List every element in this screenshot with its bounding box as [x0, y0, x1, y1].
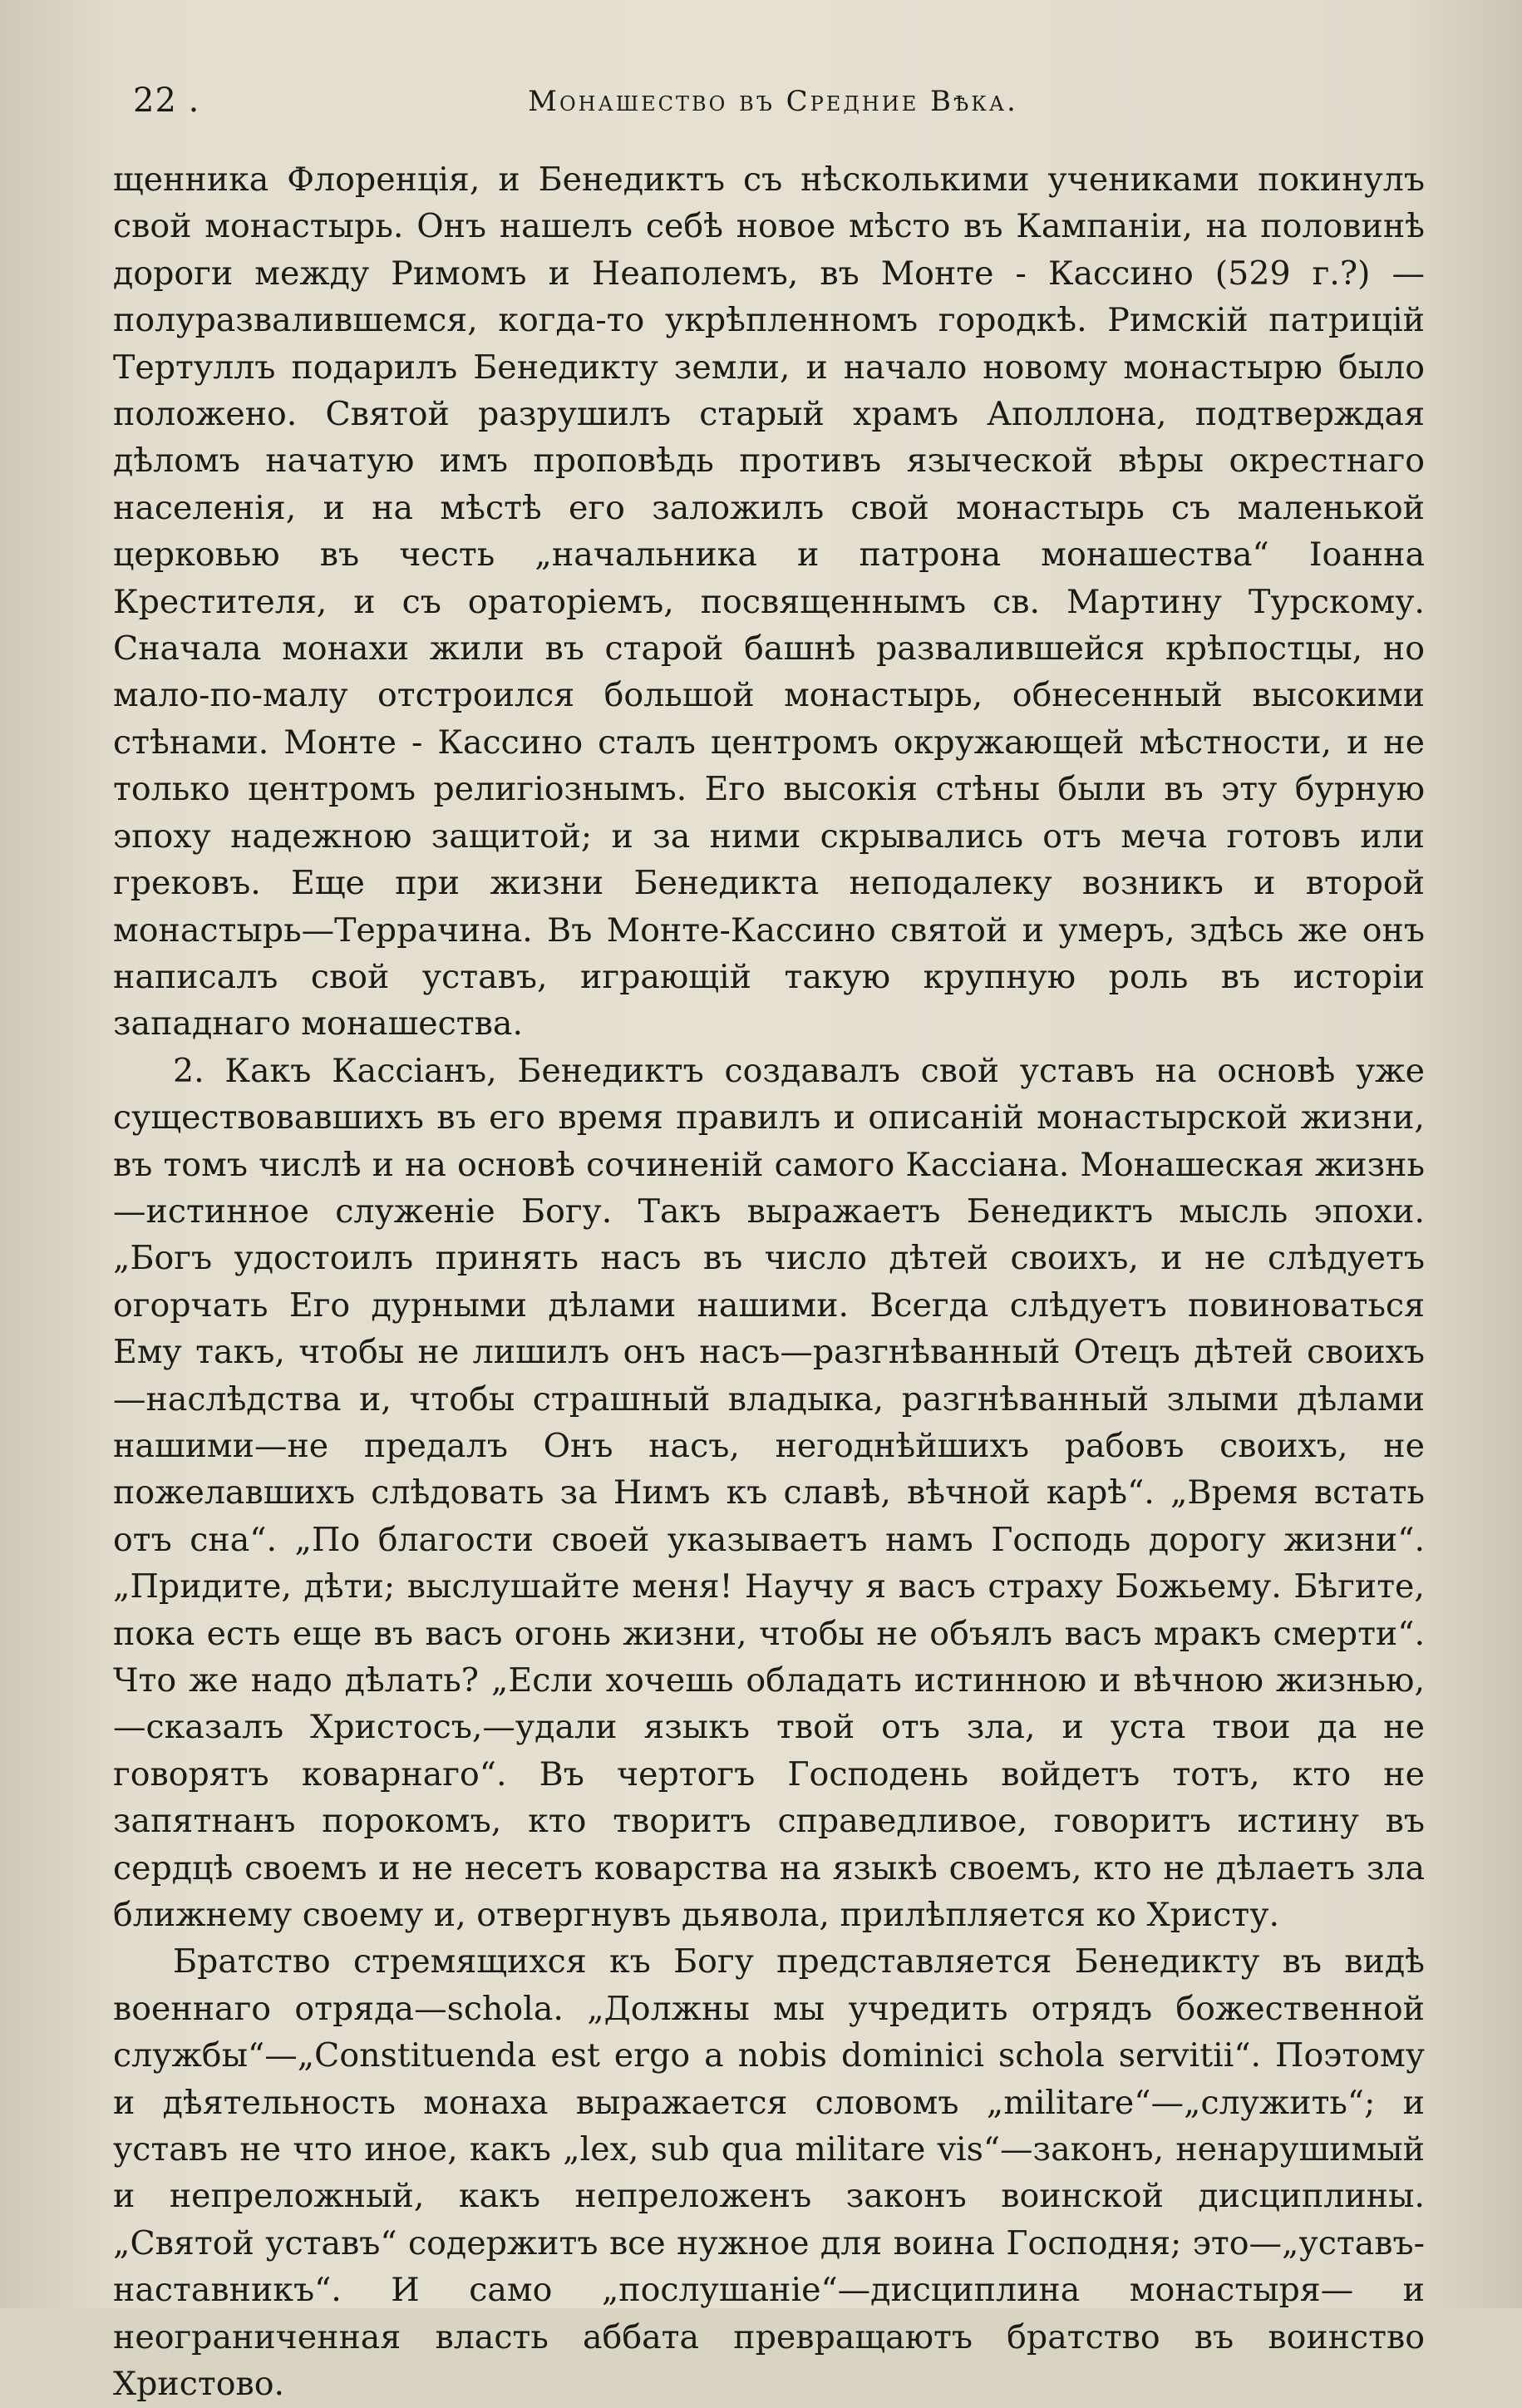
- page-number: 22 .: [133, 81, 200, 120]
- body-text: [113, 156, 1425, 2408]
- paragraph-1: щенника Флоренція, и Бенедиктъ съ нѣсколькими учениками покинулъ свой монастырь. Онъ нашелъ себѣ новое мѣсто въ Кампаніи, на половинѣ дороги между Римомъ и Неаполемъ, въ Монте - Кассино (529 г.?) — полуразвалившемся, когда-то укрѣпленномъ городкѣ. Римскій патрицій Тертуллъ подарилъ Бенедикту земли, и начало новому монастырю было положено. Святой разрушилъ старый храмъ Аполлона, подтверждая дѣломъ начатую имъ проповѣдь противъ языческой вѣры окрестнаго населенія, и на мѣстѣ его заложилъ свой монастырь съ маленькой церковью въ честь „начальника и патрона монашества“ Іоанна Крестителя, и съ ораторіемъ, посвященнымъ св. Мартину Турскому. Сначала монахи жили въ старой башнѣ развалившейся крѣпостцы, но мало-по-малу отстроился большой монастырь, обнесенный высокими стѣнами. Монте - Кассино сталъ центромъ окружающей мѣстности, и не только центромъ религіознымъ. Его высокія стѣны были въ эту бурную эпоху надежною защитой; и за ними скрывались отъ меча готовъ или грековъ. Еще при жизни Бенедикта неподалеку возникъ и второй монастырь—Террачина. Въ Монте-Кассино святой и умеръ, здѣсь же онъ написалъ свой уставъ, играющій такую крупную роль въ исторіи западнаго монашества.: [113, 160, 1425, 1044]
- running-title: Монашество въ Средние Вѣка.: [528, 85, 1018, 118]
- paragraph-3: Братство стремящихся къ Богу представляется Бенедикту въ видѣ военнаго отряда—schola. „Должны мы учредить отрядъ божественной службы“—„Constituenda est ergo a nobis dominici schola servitii“. Поэтому и дѣятельность монаха выражается словомъ „militare“—„служить“; и уставъ не что иное, какъ „lex, sub qua militare vis“—законъ, ненарушимый и непреложный, какъ непреложенъ законъ воинской дисциплины. „Святой уставъ“ содержитъ все нужное для воина Господня; это—„уставъ-наставникъ“. И само „послушаніе“—дисциплина монастыря— и неограниченная власть аббата превращаютъ братство въ воинство Христово.: [113, 1942, 1425, 2404]
- running-header: [125, 81, 1421, 131]
- paragraph-2: 2. Какъ Кассіанъ, Бенедиктъ создавалъ свой уставъ на основѣ уже существовавшихъ въ его время правилъ и описаній монастырской жизни, въ томъ числѣ и на основѣ сочиненій самого Кассіана. Монашеская жизнь—истинное служеніе Богу. Такъ выражаетъ Бенедиктъ мысль эпохи. „Богъ удостоилъ принять насъ въ число дѣтей своихъ, и не слѣдуетъ огорчать Его дурными дѣлами нашими. Всегда слѣдуетъ повиноваться Ему такъ, чтобы не лишилъ онъ насъ—разгнѣванный Отецъ дѣтей своихъ—наслѣдства и, чтобы страшный владыка, разгнѣванный злыми дѣлами нашими—не предалъ Онъ насъ, негоднѣйшихъ рабовъ своихъ, не пожелавшихъ слѣдовать за Нимъ къ славѣ, вѣчной карѣ“. „Время встать отъ сна“. „По благости своей указываетъ намъ Господь дорогу жизни“. „Придите, дѣти; выслушайте меня! Научу я васъ страху Божьему. Бѣгите, пока есть еще въ васъ огонь жизни, чтобы не объялъ васъ мракъ смерти“. Что же надо дѣлать? „Если хочешь обладать истинною и вѣчною жизнью,—сказалъ Христосъ,—удали языкъ твой отъ зла, и уста твои да не говорятъ коварнаго“. Въ чертогъ Господень войдетъ тотъ, кто не запятнанъ порокомъ, кто творитъ справедливое, говоритъ истину въ сердцѣ своемъ и не несетъ коварства на языкѣ своемъ, кто не дѣлаетъ зла ближнему своему и, отвергнувъ дьявола, прилѣпляется ко Христу.: [113, 1051, 1425, 1935]
